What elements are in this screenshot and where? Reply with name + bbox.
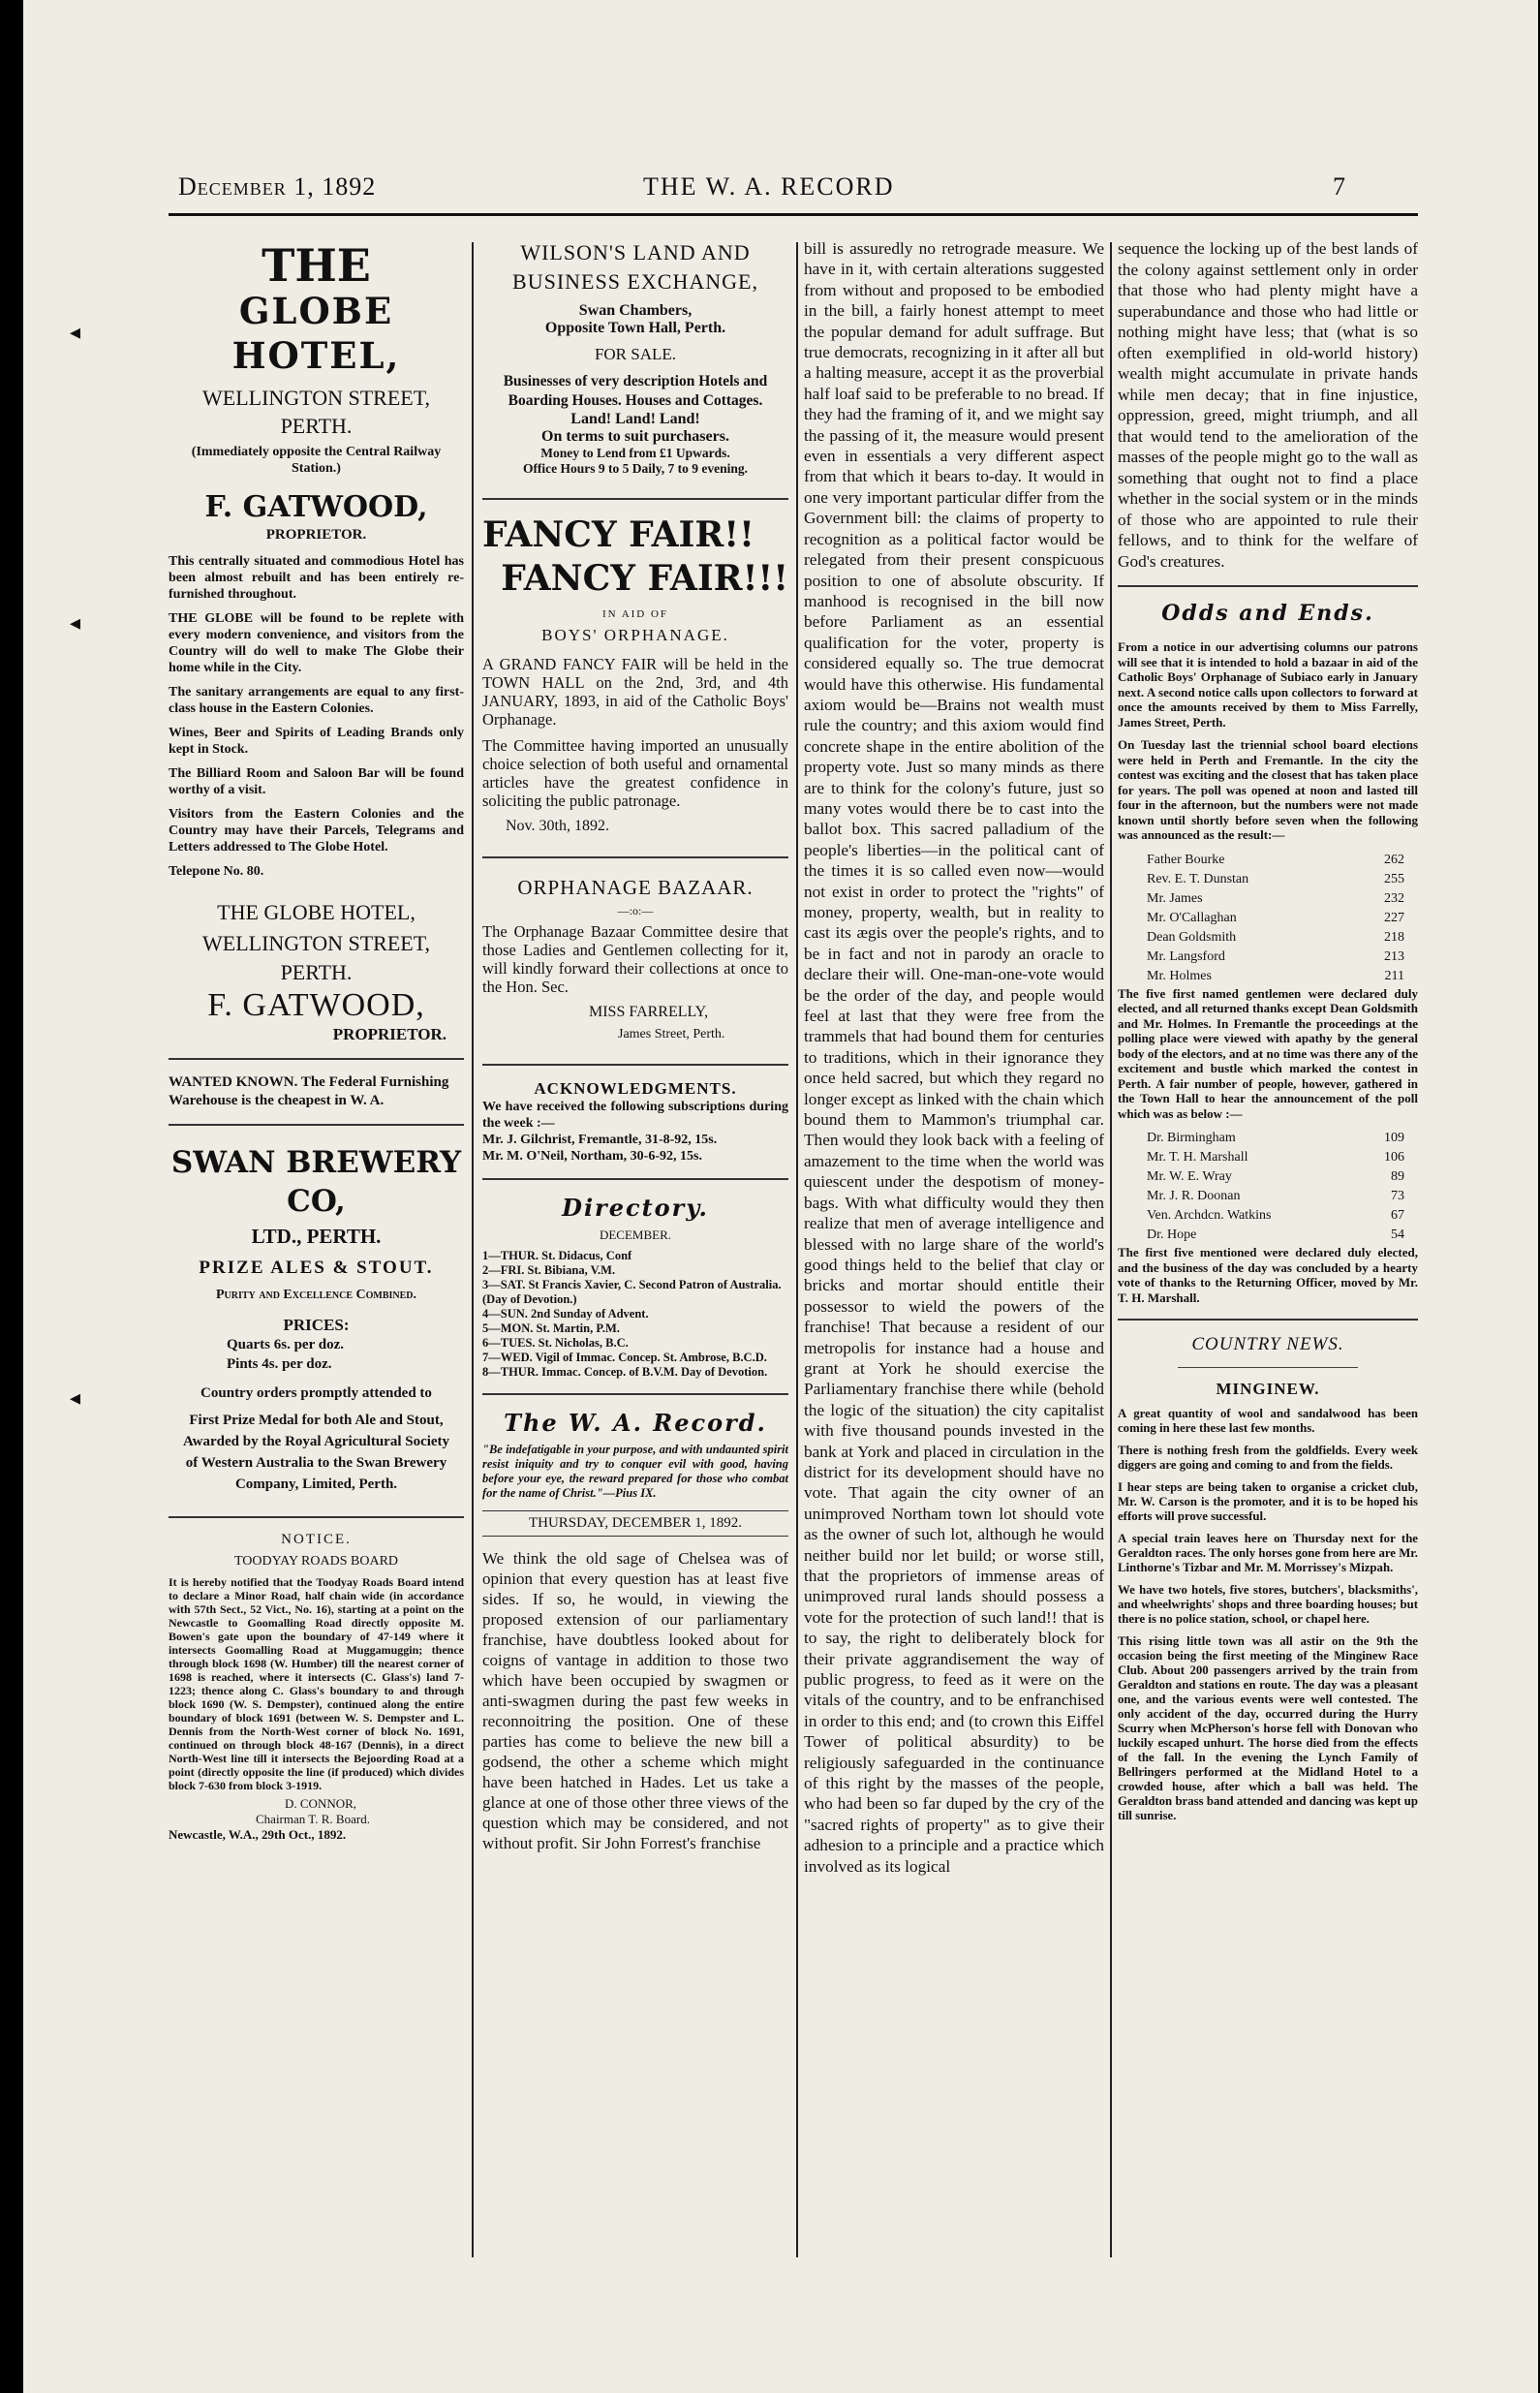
header-page-number: 7 bbox=[1333, 172, 1345, 201]
page-header bbox=[23, 172, 1538, 211]
rule bbox=[169, 1516, 464, 1518]
margin-mark: ◂ bbox=[70, 1385, 81, 1410]
notice-title: NOTICE. bbox=[281, 1532, 352, 1547]
card-line-3: PERTH. bbox=[280, 960, 353, 984]
perth-results bbox=[1118, 851, 1418, 986]
rule bbox=[482, 856, 788, 858]
column-rule bbox=[472, 242, 474, 2257]
notice-date: Newcastle, W.A., 29th Oct., 1892. bbox=[169, 1827, 347, 1842]
card-line-1: THE GLOBE HOTEL, bbox=[217, 900, 416, 924]
result-row bbox=[1118, 1129, 1418, 1148]
hotel-paragraph: Wines, Beer and Spirits of Leading Brands only kept in Stock. bbox=[169, 726, 464, 757]
wilson-land: Land! Land! Land! bbox=[570, 411, 700, 427]
news-paragraph: This rising little town was all astir on the 9th the occasion being the first meeting of the Minginew Race Club. About 200 passengers arrived by the train from Geraldton and stations en route. The day was a pleasant one, and the various events were well contested. The only accident of the day, occurred during the Hurry Scurry when McPherson's horse fell with Donovan who luckily escaped unhurt. The horse died from the effects of the fall. In the evening the Lynch Family of Bellringers performed at the Midland Hotel to a crowded house, after which a ball was held. The Geraldton brass band attended and dancing was kept up till sunrise. bbox=[1118, 1634, 1418, 1822]
fremantle-results bbox=[1118, 1129, 1418, 1245]
fair-date: Nov. 30th, 1892. bbox=[506, 818, 609, 834]
bazaar-address: James Street, Perth. bbox=[618, 1027, 725, 1041]
result-name: Mr. James bbox=[1147, 890, 1203, 906]
country-news-title: COUNTRY NEWS. bbox=[1191, 1334, 1344, 1354]
rule bbox=[482, 1393, 788, 1395]
card-name: F. GATWOOD, bbox=[207, 987, 425, 1023]
result-votes: 109 bbox=[1384, 1131, 1404, 1145]
column-3 bbox=[804, 238, 1104, 2263]
result-name: Mr. Holmes bbox=[1147, 968, 1212, 983]
result-votes: 67 bbox=[1391, 1208, 1404, 1223]
motto: "Be indefatigable in your purpose, and with undaunted spirit resist iniquity and try to conquer evil with good, having before your eye, the reward prepared for those who combat for the name of Christ."—Pius IX. bbox=[482, 1443, 788, 1500]
result-votes: 232 bbox=[1384, 890, 1404, 906]
hotel-paragraph: The sanitary arrangements are equal to any first-class house in the Eastern Colonies. bbox=[169, 685, 464, 716]
ack-title: ACKNOWLEDGMENTS. bbox=[534, 1079, 737, 1098]
directory-entry: 2—FRI. St. Bibiana, V.M. bbox=[482, 1263, 616, 1277]
result-row bbox=[1118, 909, 1418, 928]
fair-aid: IN AID OF bbox=[601, 608, 669, 620]
result-votes: 211 bbox=[1384, 968, 1404, 983]
result-name: Mr. Langsford bbox=[1147, 948, 1225, 964]
result-name: Rev. E. T. Dunstan bbox=[1147, 871, 1249, 886]
wilson-money: Money to Lend from £1 Upwards. bbox=[540, 446, 730, 460]
telephone: Telepone No. 80. bbox=[169, 864, 264, 879]
bazaar-divider: —:o:— bbox=[617, 904, 654, 917]
result-votes: 106 bbox=[1384, 1150, 1404, 1165]
result-row bbox=[1118, 851, 1418, 870]
ack-entry: Mr. M. O'Neil, Northam, 30-6-92, 15s. bbox=[482, 1149, 702, 1164]
result-votes: 89 bbox=[1391, 1169, 1404, 1184]
margin-mark: ◂ bbox=[70, 610, 81, 635]
wilson-title: WILSON'S LAND AND BUSINESS EXCHANGE, bbox=[512, 240, 758, 294]
notice-body: It is hereby notified that the Toodyay Roads Board intend to declare a Minor Road, half chain wide (in accordance with 57th Sect., 52 Vict., No. 16), starting at a point on the Newcastle to Goomalling Road directly opposite M. Bowen's gate upon the boundary of 47-149 where it intersects Goomalling Road at Muggamuggin; thence through block 1698 (W. Humber) till the nearest corner of 1698 is reached, where it intersects (C. Glass's) land 7-1223; thence along C. Glass's boundary to and through block 1690 (W. S. Dempster), continued along the entire boundary of block 1691 (between W. S. Dempster and L. Dennis from the North-West corner of block No. 1691, continued on through block 48-167 (Dennis), in a direct North-West line till it intersects the Bejoording Road at a point (directly opposite the line (if produced) which divides block 7-630 from block 3-1919. bbox=[169, 1575, 464, 1792]
result-votes: 73 bbox=[1391, 1189, 1404, 1203]
brewery-sub: LTD., PERTH. bbox=[251, 1225, 382, 1248]
place-title: MINGINEW. bbox=[1216, 1380, 1320, 1398]
result-row bbox=[1118, 1148, 1418, 1167]
result-name: Father Bourke bbox=[1147, 852, 1225, 867]
odds-paragraph: The five first named gentlemen were declared duly elected, and all returned thanks except Dean Goldsmith and Mr. Holmes. In Fremantle the proceedings at the polling place were viewed with apathy by the general body of the electors, and at no time was there any of the excitement and bustle which marked the contest in Perth. A fair number of people, however, gathered in the Town Hall to hear the announcement of the poll which was as below :— bbox=[1118, 985, 1418, 1121]
news-paragraph: There is nothing fresh from the goldfields. Every week diggers are going and coming to and from the fields. bbox=[1118, 1444, 1418, 1472]
hotel-paragraph: This centrally situated and commodious Hotel has been almost rebuilt and has been entirely re-furnished throughout. bbox=[169, 554, 464, 602]
result-name: Mr. J. R. Doonan bbox=[1147, 1189, 1241, 1203]
ack-body: We have received the following subscriptions during the week :— bbox=[482, 1100, 788, 1131]
result-name: Mr. T. H. Marshall bbox=[1147, 1150, 1248, 1165]
result-votes: 255 bbox=[1384, 871, 1404, 886]
directory-entry: 5—MON. St. Martin, P.M. bbox=[482, 1321, 620, 1335]
result-name: Ven. Archdcn. Watkins bbox=[1147, 1208, 1272, 1223]
wanted-notice: WANTED KNOWN. The Federal Furnishing Warehouse is the cheapest in W. A. bbox=[169, 1074, 449, 1108]
result-votes: 262 bbox=[1384, 852, 1404, 867]
rule bbox=[169, 1058, 464, 1060]
result-row bbox=[1118, 1206, 1418, 1226]
odds-paragraph: The first five mentioned were declared duly elected, and the business of the day was concluded by a hearty vote of thanks to the Returning Officer, moved by Mr. T. H. Marshall. bbox=[1118, 1245, 1418, 1305]
wilson-items: Businesses of very description Hotels and Boarding Houses. Houses and Cottages. bbox=[503, 373, 768, 409]
brewery-purity: Purity and Excellence Combined. bbox=[215, 1288, 417, 1302]
result-row bbox=[1118, 889, 1418, 909]
fair-body: A GRAND FANCY FAIR will be held in the TOWN HALL on the 2nd, 3rd, and 4th JANUARY, 1893, in aid of the Catholic Boys' Orphanage. bbox=[482, 655, 788, 729]
result-row bbox=[1118, 1226, 1418, 1245]
header-date: December 1, 1892 bbox=[178, 172, 377, 201]
column-1 bbox=[169, 238, 464, 1843]
result-row bbox=[1118, 1187, 1418, 1206]
result-row bbox=[1118, 1167, 1418, 1187]
directory-entry: 1—THUR. St. Didacus, Conf bbox=[482, 1249, 632, 1262]
news-paragraph: A special train leaves here on Thursday next for the Geraldton races. The only horses gone from here are Mr. Linthorne's Tizbar and Mr. M. Morrissey's Mizpah. bbox=[1118, 1532, 1418, 1574]
editorial-conclusion: sequence the locking up of the best lands of the colony against settlement only in order that those who had plenty might have a superabundance and those who had little or nothing might have less; that (what is so often exemplified in old-world history) wealth might accumulate in private hands while men decay; that in fine injustice, oppression, greed, might triumph, and all that would tend to the amelioration of the masses of the people might go to the wall as something that ought not to find a place whether in the social system or in the minds of those who are appointed to rule their fellows, and to think for the welfare of God's creatures. bbox=[1118, 239, 1418, 571]
odds-title: Odds and Ends. bbox=[1161, 601, 1374, 626]
editorial-start: We think the old sage of Chelsea was of opinion that every question has at least five sides. If so, he would, in viewing the proposed extension of our parliamentary franchise, have doubtless looked about for coigns of vantage in addition to those two which have been occupied by swagmen or anti-swagmen during the past few weeks in reconnoitring the position. One of these parties has come to believe the new bill a godsend, the other a scheme which might have been hatched in Hades. Let us take a glance at one of those other three views of the question which may be considered, and not without profit. Sir John Forrest's franchise bbox=[482, 1549, 788, 1852]
header-rule bbox=[169, 213, 1418, 216]
price-pints: Pints 4s. per doz. bbox=[227, 1356, 332, 1372]
directory-entry: 7—WED. Vigil of Immac. Concep. St. Ambrose, B.C.D. bbox=[482, 1351, 767, 1364]
card-line-2: WELLINGTON STREET, bbox=[201, 931, 431, 955]
bazaar-sign: MISS FARRELLY, bbox=[589, 1004, 709, 1020]
news-paragraph: A great quantity of wool and sandalwood has been coming in here these last few months. bbox=[1118, 1407, 1418, 1435]
news-paragraph: We have two hotels, five stores, butchers', blacksmiths', and wheelwrights' shops and three boarding houses; but there is no police station, school, or chapel here. bbox=[1118, 1583, 1418, 1626]
fair-boys: BOYS' ORPHANAGE. bbox=[541, 626, 729, 644]
hotel-paragraphs bbox=[169, 553, 464, 855]
result-row bbox=[1118, 870, 1418, 889]
brewery-name: SWAN BREWERY CO, bbox=[170, 1145, 462, 1219]
dateline: THURSDAY, DECEMBER 1, 1892. bbox=[482, 1510, 788, 1537]
column-4 bbox=[1118, 238, 1418, 1831]
rule bbox=[482, 1064, 788, 1066]
bazaar-title: ORPHANAGE BAZAAR. bbox=[517, 876, 754, 899]
result-votes: 227 bbox=[1384, 910, 1404, 925]
fair-heading-2: FANCY FAIR!!! bbox=[501, 558, 788, 599]
hotel-note: (Immediately opposite the Central Railway Station.) bbox=[191, 445, 442, 476]
brewery-prize: PRIZE ALES & STOUT. bbox=[199, 1258, 434, 1278]
wilson-address: Swan Chambers, bbox=[578, 302, 693, 319]
column-2 bbox=[482, 238, 788, 1853]
result-name: Dean Goldsmith bbox=[1147, 929, 1237, 945]
proprietor-label: PROPRIETOR. bbox=[265, 527, 367, 543]
result-row bbox=[1118, 948, 1418, 967]
directory-list bbox=[482, 1249, 788, 1380]
hotel-name: GLOBE HOTEL, bbox=[231, 290, 401, 377]
rule bbox=[1118, 585, 1418, 587]
fair-heading-1: FANCY FAIR!! bbox=[482, 514, 755, 555]
result-name: Mr. O'Callaghan bbox=[1147, 910, 1237, 925]
prices-label: PRICES: bbox=[283, 1316, 350, 1334]
directory-entry: 4—SUN. 2nd Sunday of Advent. bbox=[482, 1307, 649, 1321]
odds-paragraph: On Tuesday last the triennial school board elections were held in Perth and Fremantle. In the city the contest was exciting and the closest that has taken place for years. The poll was opened at noon and lasted till four in the afternoon, but the numbers were not made known until shortly before seven when the following was announced as the result:— bbox=[1118, 737, 1418, 842]
result-votes: 218 bbox=[1384, 929, 1404, 945]
rule bbox=[1178, 1367, 1358, 1368]
fair-body-2: The Committee having imported an unusually choice selection of both useful and ornamental articles have the greatest confidence in soliciting the public patronage. bbox=[482, 736, 788, 810]
price-quarts: Quarts 6s. per doz. bbox=[227, 1337, 344, 1352]
hotel-paragraph: The Billiard Room and Saloon Bar will be found worthy of a visit. bbox=[169, 766, 464, 797]
odds-paragraph: From a notice in our advertising columns our patrons will see that it is intended to hold a bazaar in aid of the Catholic Boys' Orphanage of Subiaco early in January next. A second notice calls upon collectors to forward at once the amounts received by them to Miss Farrelly, James Street, Perth. bbox=[1118, 639, 1418, 730]
wilson-sale: FOR SALE. bbox=[594, 345, 677, 363]
rule bbox=[482, 498, 788, 500]
ack-entry: Mr. J. Gilchrist, Fremantle, 31-8-92, 15s. bbox=[482, 1133, 718, 1147]
margin-mark: ◂ bbox=[70, 320, 81, 344]
result-row bbox=[1118, 928, 1418, 948]
newspaper-page bbox=[23, 0, 1538, 2393]
directory-entry: 8—THUR. Immac. Concep. of B.V.M. Day of Devotion. bbox=[482, 1365, 768, 1379]
country-orders: Country orders promptly attended to bbox=[200, 1385, 432, 1401]
result-votes: 54 bbox=[1391, 1228, 1404, 1242]
directory-entry: 6—TUES. St. Nicholas, B.C. bbox=[482, 1336, 629, 1350]
card-prop: PROPRIETOR. bbox=[332, 1025, 447, 1043]
result-votes: 213 bbox=[1384, 948, 1404, 964]
result-name: Dr. Birmingham bbox=[1147, 1131, 1236, 1145]
wilson-hours: Office Hours 9 to 5 Daily, 7 to 9 evening. bbox=[522, 461, 749, 476]
wilson-opposite: Opposite Town Hall, Perth. bbox=[544, 320, 726, 336]
column-rule bbox=[796, 242, 798, 2257]
column-rule bbox=[1110, 242, 1112, 2257]
first-prize: First Prize Medal for both Ale and Stout, Awarded by the Royal Agricultural Society of Western Australia to the Swan Brewery Company, Limited, Perth. bbox=[182, 1413, 450, 1492]
notice-sub: TOODYAY ROADS BOARD bbox=[233, 1554, 399, 1569]
bazaar-body: The Orphanage Bazaar Committee desire that those Ladies and Gentlemen collecting for it, will kindly forward their collections at once to the Hon. Sec. bbox=[482, 922, 788, 996]
hotel-city: PERTH. bbox=[280, 414, 353, 438]
rule bbox=[169, 1124, 464, 1126]
notice-sign: D. CONNOR, bbox=[285, 1796, 357, 1811]
hotel-paragraph: Visitors from the Eastern Colonies and the Country may have their Parcels, Telegrams and Letters addressed to The Globe Hotel. bbox=[169, 807, 464, 855]
news-paragraph: I hear steps are being taken to organise a cricket club, Mr. W. Carson is the promoter, and it is to be hoped his efforts will prove successful. bbox=[1118, 1480, 1418, 1523]
rule bbox=[482, 1178, 788, 1180]
hotel-paragraph: THE GLOBE will be found to be replete with every modern convenience, and visitors from the Country will do well to make The Globe their home while in the City. bbox=[169, 611, 464, 675]
proprietor-name: F. GATWOOD, bbox=[204, 490, 428, 524]
masthead: The W. A. Record. bbox=[504, 1409, 767, 1437]
directory-month: DECEMBER. bbox=[599, 1228, 672, 1242]
result-name: Mr. W. E. Wray bbox=[1147, 1169, 1232, 1184]
hotel-street: WELLINGTON STREET, bbox=[201, 386, 431, 410]
rule bbox=[1118, 1319, 1418, 1321]
wilson-terms: On terms to suit purchasers. bbox=[541, 428, 729, 445]
hotel-the: THE bbox=[262, 239, 371, 292]
directory-entry: 3—SAT. St Francis Xavier, C. Second Patron of Australia. (Day of Devotion.) bbox=[482, 1278, 782, 1306]
notice-chair: Chairman T. R. Board. bbox=[256, 1812, 370, 1826]
directory-title: Directory. bbox=[562, 1194, 709, 1222]
editorial-continued: bill is assuredly no retrograde measure. We have in it, with certain alterations suggested from without and proposed to be embodied in the bill, a fairly honest attempt to meet the popular demand for adult suffrage. But true democrats, recognizing in it after all but a halting measure, accept it as the proverbial half loaf said to be preferable to no bread. If they had the framing of it, and we might say the passing of it, the measure would present even in essentials a very different aspect from that which it bears to-day. It would in one very important particular differ from the Government bill: the claims of property to recognition as a political factor would be relegated from their present conspicuous position to one of absolute obscurity. If manhood is recognised in the bill now before Parliament as an essential qualification for the voter, property is considered equally so. The true democrat would have this otherwise. His fundamental axiom would be—Brains not wealth must rule the country; and this axiom would find concrete shape in the entire abolition of the property vote. Just so many minds as there are to think for the colony's future, just so many votes would there be to cast into the ballot box. This sacred palladium of the people's liberties—in the political cant of the times it is so called even now—would not exist in order to protect the "rights" of money, property, wealth, but in reality to cast its ægis over the people's rights, and to be in fact and not in parody an oracle to declare their will. One-man-one-vote would be the order of the day, and people would feel at last that they were free from the trammels that had bound them for centuries to traditions, which in their ignorance they once held sacred, but which they regard no longer except as linked with the chain which bound them to Mammon's triumphal car. Then would they look back with a feeling of amazement to the time when the world was quiescent under the despotism of money-bags. With what difficulty would they then realize that men of average intelligence and blessed with no large share of the world's good things held to the belief that clay or bricks and mortar should entitle their possessor to wield the powers of the franchise! That because a resident of our metropolis for instance had a house and grant at York he should exercise the Parliamentary franchise there while (behold the logic of the situation) the city capitalist with five thousand pounds invested in the bank at York and placed in circulation in the district for its development should have no vote. That again the city owner of an unimproved Northam town lot should vote as the owner of such lot, although he would neither build nor let build; or worse still, that the proprietors of immense areas of unimproved rural lands should possess a vote for the protection of such land!! that is to say, the right to deliberately block for their private aggrandisement the way of public progress, to feed as it were on the vitals of the country, and to be enfranchised in order to this end; and (to crown this Eiffel Tower of political absurdity) to be religiously safeguarded in the continuance of this right by the masses of the people, who had been so far duped by the cry of the "sacred rights of property" as to give their adhesion to a principle and a practice which involved as its logical bbox=[804, 239, 1104, 1876]
result-row bbox=[1118, 967, 1418, 986]
result-name: Dr. Hope bbox=[1147, 1228, 1197, 1242]
header-title: THE W. A. RECORD bbox=[643, 172, 895, 201]
